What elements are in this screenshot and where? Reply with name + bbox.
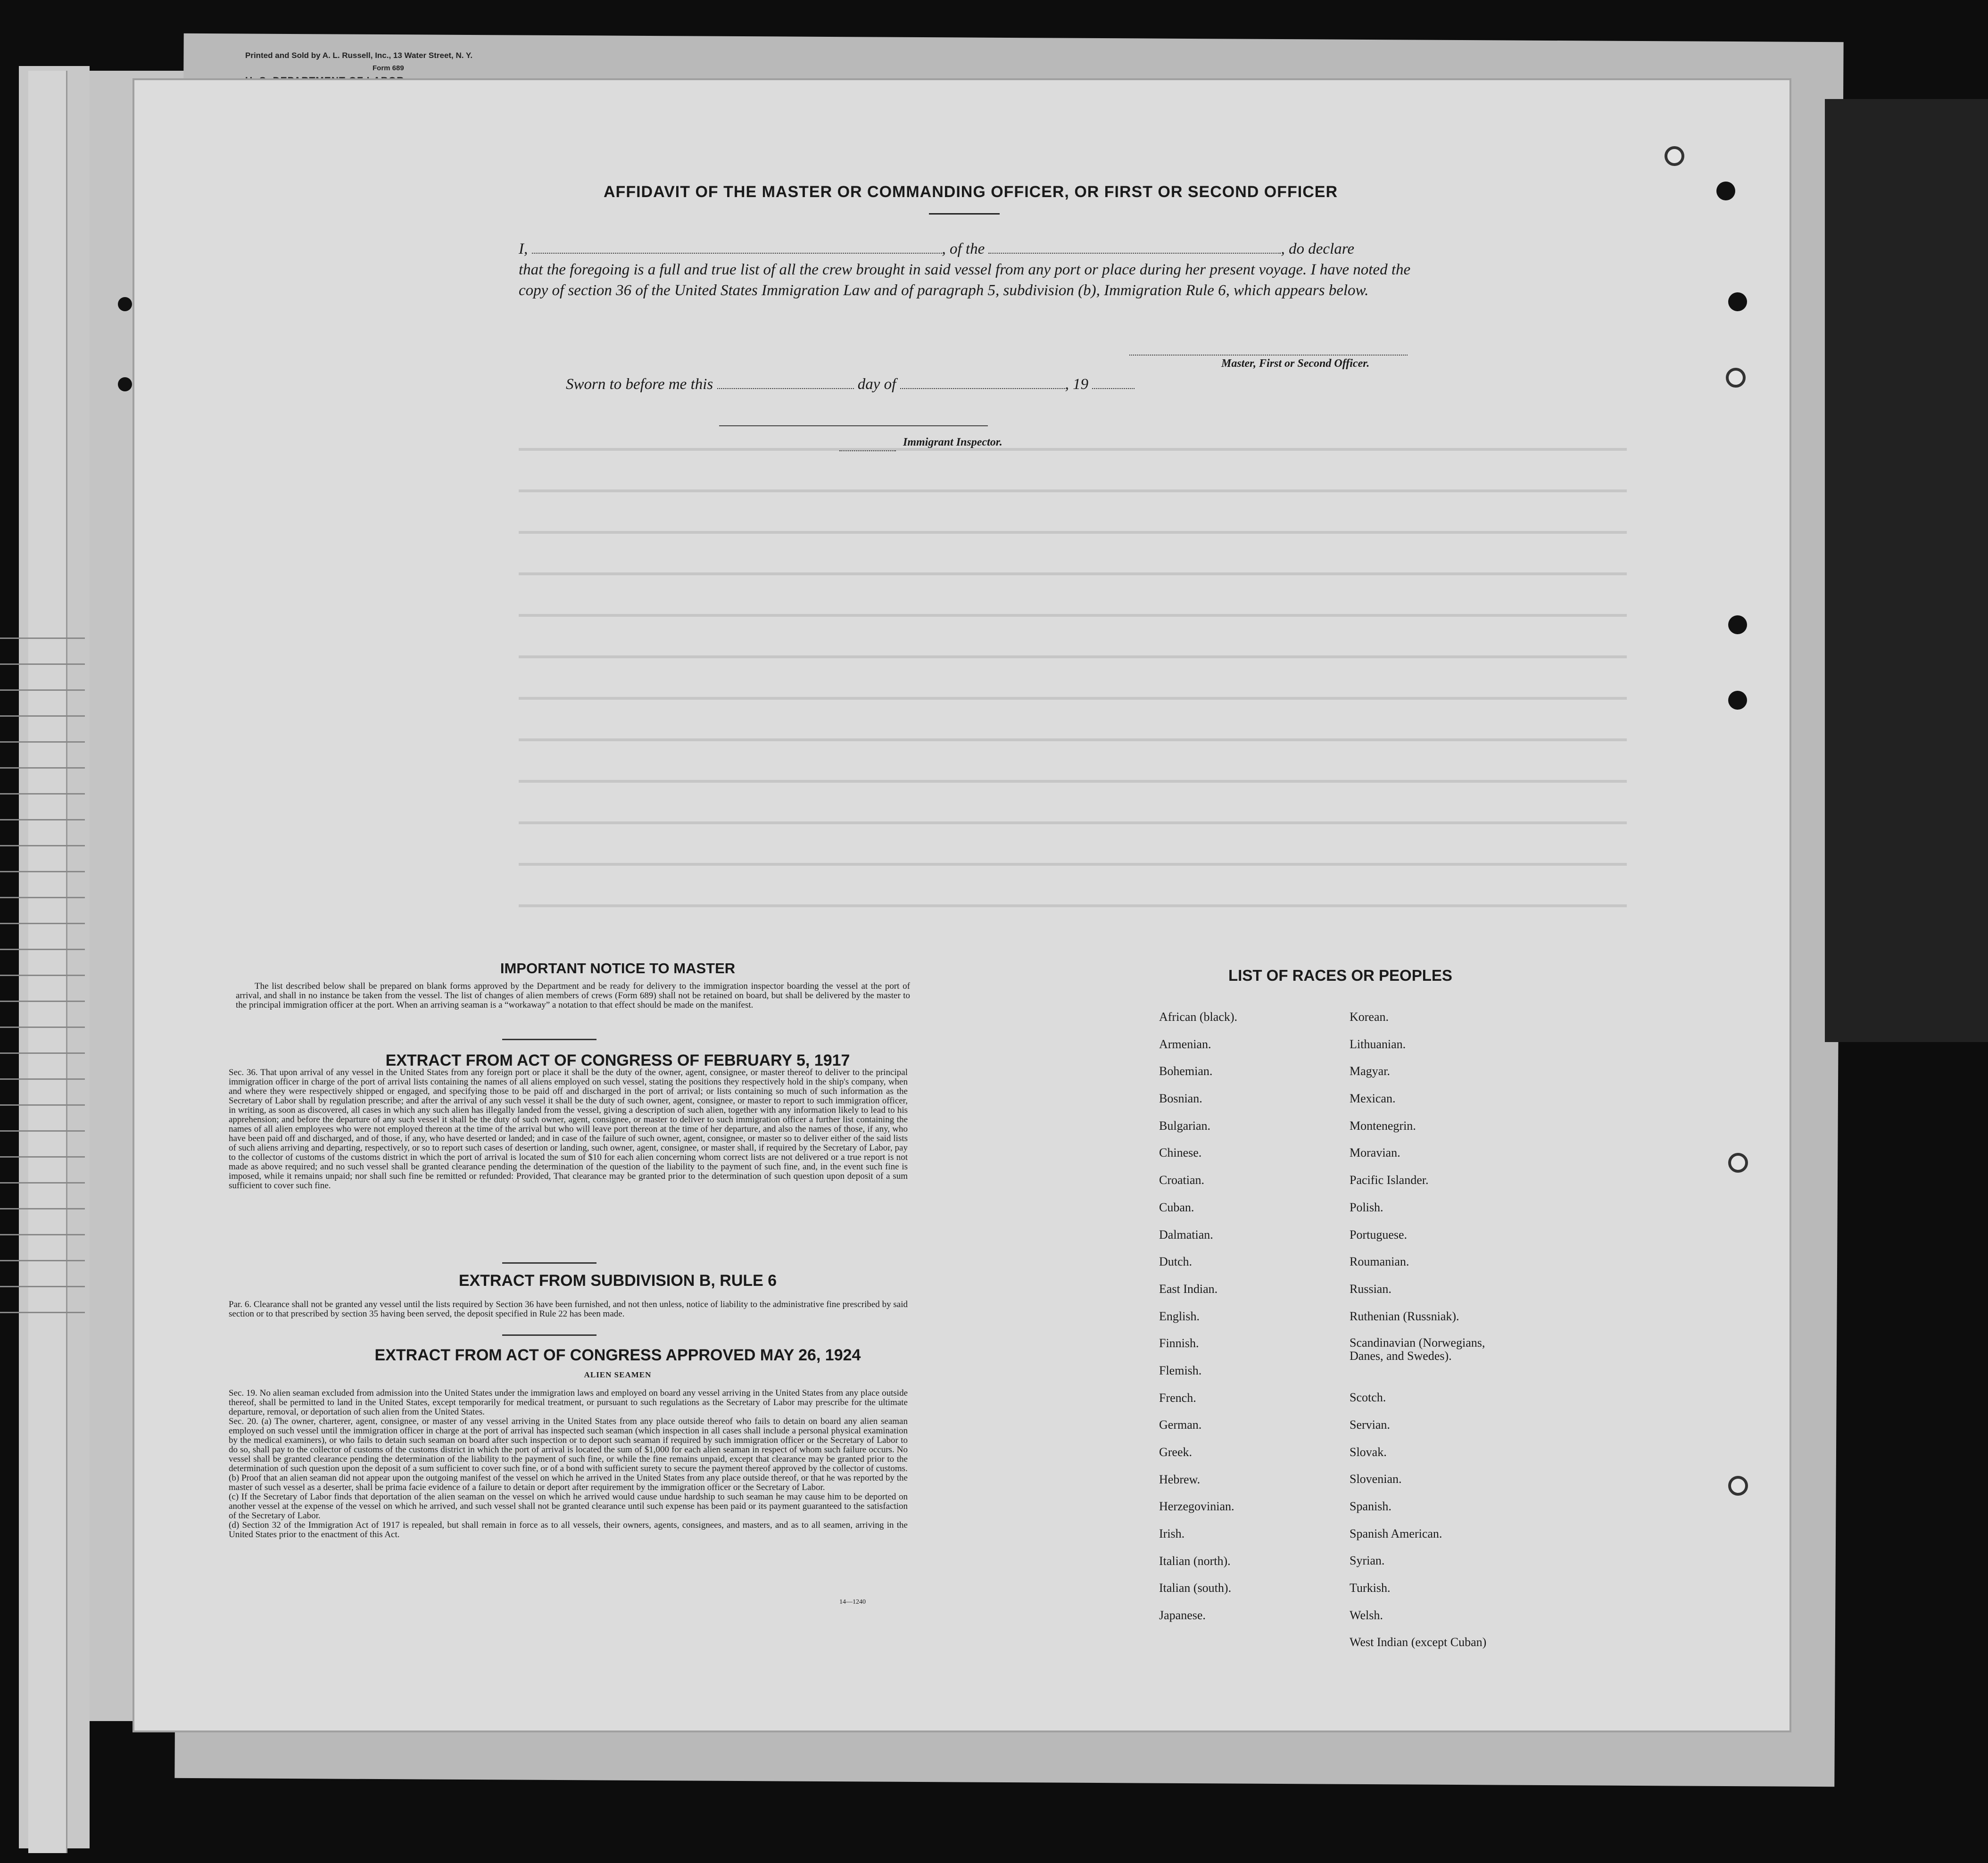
race-item: Bosnian. [1159,1092,1202,1106]
vessel-field[interactable] [988,240,1281,254]
extract-rule6-title: EXTRACT FROM SUBDIVISION B, RULE 6 [458,1272,777,1290]
race-item: Ruthenian (Russniak). [1350,1309,1459,1323]
race-item: Armenian. [1159,1037,1211,1051]
form-number: Form 689 [373,64,404,72]
inspector-label: Immigrant Inspector. [903,436,1002,448]
month-field[interactable] [900,375,1065,389]
race-item: Greek. [1159,1445,1193,1459]
divider [502,1262,596,1264]
extract-1917-text: Sec. 36. That upon arrival of any vessel in the United States from any foreign port or place it shall be the duty of the owner, agent, consignee, or master thereof to deliver to the principal immigration officer in charge of the port of arrival lists containing the names of all aliens employed on such vessel, stating the positions they respectively hold in the ship's company, when and where they were respectively shipped or engaged, and specifying those to be paid off and discharged in the port of arrival; or lists containing so much of such information as the Secretary of Labor shall by regulation prescribe; and after the arrival of any such vessel it shall be the duty of such owner, agent, consignee, or master to report to such immigration officer, in writing, as soon as discovered, all cases in which any such alien has illegally landed from the vessel, giving a description of such alien, together with any information likely to lead to his apprehension; and before the departure of any such vessel it shall be the duty of such owner, agent, consignee, or master to deliver to such immigration officer a further list containing the names of all alien employees who were not employed thereon at the time of the arrival but who will leave port thereon at the time of her departure, and also the names of those, if any, who have been paid off and discharged, and of those, if any, who have deserted or landed; and in case of the failure of such owner, agent, consignee, or master so to deliver either of the said lists of such aliens arriving and departing, respectively, or so to report such cases of desertion or landing, such owner, agent, consignee, or master shall, if required by the Secretary of Labor, pay to the collector of customs of the customs district in which the port of arrival is located the sum of $10 for each alien concerning whom correct lists are not delivered or a true report is not made as above required; and no such vessel shall be granted clearance pending the determination of the question of the liability to the payment of such fine, and, in the event such fine is imposed, while it remains unpaid; nor shall such fine be remitted or refunded: Provided, That clearance may be granted prior to the determination of such question upon deposit of a sum sufficient to cover such fine. [229,1068,908,1191]
race-item: Slovenian. [1350,1472,1402,1486]
race-item: East Indian. [1159,1282,1218,1296]
race-item: Scotch. [1350,1391,1386,1405]
race-item: Servian. [1350,1417,1390,1432]
punch-hole [118,297,132,311]
printer-line: Printed and Sold by A. L. Russell, Inc., 13 Water Street, N. Y. [245,51,473,60]
race-item: Croatian. [1159,1173,1205,1187]
race-item: Dalmatian. [1159,1227,1213,1242]
race-item: Russian. [1350,1282,1392,1296]
race-item: Hebrew. [1159,1472,1201,1486]
race-item: Welsh. [1350,1608,1383,1622]
punch-hole [1728,1153,1748,1173]
sworn-line [566,375,1135,393]
affidavit-statement: that the foregoing is a full and true list of all the crew brought in said vessel from any port or place during her present voyage. I have noted the copy of section 36 of the United States Immigration Law and of paragraph 5, subdivision (b), Immigration Rule 6, which appears below. [519,261,1411,299]
notice-text: The list described below shall be prepared on blank forms approved by the Department and be ready for delivery to the immigration inspector boarding the vessel at the port of arrival, and shall in no instance be taken from the vessel. The list of changes of alien members of crews (Form 689) shall not be retained on board, but shall be delivered by the master to the principal immigration officer at the port. When an arriving seaman is a “workaway” a notation to that effect should be made on the manifest. [236,981,910,1010]
race-item: Irish. [1159,1527,1185,1541]
race-item: Scandinavian (Norwegians, Danes, and Swedes). [1350,1336,1485,1363]
punch-hole [1728,615,1747,634]
signature-label: Master, First or Second Officer. [1221,357,1370,370]
race-item: Finnish. [1159,1336,1199,1350]
alien-seamen-subtitle: ALIEN SEAMEN [584,1370,652,1379]
races-column-1 [1159,1010,1237,1636]
year-prefix: , 19 [1065,376,1089,393]
race-item: Lithuanian. [1350,1037,1406,1051]
race-item: Montenegrin. [1350,1118,1416,1133]
race-item: Bohemian. [1159,1064,1213,1078]
punch-hole [1728,691,1747,710]
race-item: Italian (north). [1159,1554,1231,1568]
race-item: West Indian (except Cuban) [1350,1635,1487,1649]
races-column-2 [1350,1010,1519,1663]
inspector-signature-field[interactable] [719,425,988,426]
race-item: Magyar. [1350,1064,1390,1078]
punch-hole [1665,146,1684,166]
race-item: Italian (south). [1159,1581,1232,1595]
affidavit-i: I, [519,240,528,257]
day-field[interactable] [717,375,854,389]
race-item: Slovak. [1350,1445,1387,1459]
affidavit-declare: , do declare [1281,240,1354,257]
affidavit-of-the: , of the [942,240,985,257]
inspector-dots [839,450,896,451]
race-item: Turkish. [1350,1581,1391,1595]
extract-rule6-text: Par. 6. Clearance shall not be granted any vessel until the lists required by Section 36 have been furnished, and not then unless, notice of liability to the administrative fine prescribed by said section or to that prescribed by section 35 having been served, the deposit specified in Rule 22 has been made. [229,1300,908,1319]
punch-hole [1728,292,1747,311]
race-item: Spanish American. [1350,1526,1442,1540]
race-item: Herzegovinian. [1159,1499,1234,1514]
extract-1917-title: EXTRACT FROM ACT OF CONGRESS OF FEBRUARY 5, 1917 [385,1052,850,1069]
race-item: Polish. [1350,1200,1383,1214]
race-item: African (black). [1159,1010,1238,1024]
extract-1924-title: EXTRACT FROM ACT OF CONGRESS APPROVED MAY 26, 1924 [374,1346,861,1364]
sec-20b: (b) Proof that an alien seaman did not appear upon the outgoing manifest of the vessel on which he arrived in the United States from any place outside thereof, or that he was reported by the master of such vessel as a deserter, shall be prima facie evidence of a failure to detain or deport after requirement by the immigration officer or the Secretary of Labor. [229,1473,908,1492]
day-of-text: day of [857,376,896,393]
race-item: Roumanian. [1350,1255,1409,1269]
sec-20d: (d) Section 32 of the Immigration Act of 1917 is repealed, but shall remain in force as to all vessels, their owners, agents, consignees, and masters, and as to all seamen, arriving in the United States prior to the enactment of this Act. [229,1520,908,1540]
form-code: 14—1240 [839,1598,866,1606]
race-item: Korean. [1350,1010,1389,1024]
race-item: Pacific Islander. [1350,1173,1429,1187]
signature-field[interactable] [1129,355,1408,356]
right-shadow [1825,99,1988,1042]
extract-1924-text [229,1389,908,1540]
punch-hole [1728,1476,1748,1496]
race-item: Bulgarian. [1159,1118,1211,1133]
divider [502,1334,596,1336]
race-item: Mexican. [1350,1092,1396,1106]
race-item: Chinese. [1159,1146,1202,1160]
race-item: Dutch. [1159,1255,1193,1269]
sworn-text: Sworn to before me this [566,376,713,393]
punch-hole [1726,368,1746,388]
race-item: Flemish. [1159,1363,1202,1377]
race-item: Syrian. [1350,1554,1385,1568]
race-item: German. [1159,1418,1202,1432]
sec-20a: Sec. 20. (a) The owner, charterer, agent, consignee, or master of any vessel arriving in the United States from any place outside thereof who fails to detain on board any alien seaman employed on such vessel until the immigration officer in charge at the port of arrival has inspected such seaman (which inspection in all cases shall include a personal physical examination by the medical examiners), or who fails to detain such seaman on board after such inspection or to deport such seaman if required by such immigration officer or the Secretary of Labor to do so, shall pay to the collector of customs of the customs district in which the port of arrival is located the sum of $1,000 for each alien seaman in respect of whom such failure occurs. No vessel shall be granted clearance pending the determination of the liability to the payment of such fine, or while the fine remains unpaid, except that clearance may be granted prior to the determination of such question upon the deposit of a sum sufficient to cover such fine, or of a bond with sufficient surety to secure the payment thereof approved by the collector of customs. [229,1416,908,1474]
race-item: French. [1159,1391,1196,1405]
punch-hole [1716,182,1735,200]
race-item: Portuguese. [1350,1227,1408,1242]
affidavit-title: AFFIDAVIT OF THE MASTER OR COMMANDING OFFICER, OR FIRST OR SECOND OFFICER [604,183,1338,201]
notice-title: IMPORTANT NOTICE TO MASTER [500,960,736,977]
punch-hole [118,377,132,391]
divider [502,1039,596,1040]
bleed-through-manifest [519,420,1627,938]
affidavit-body [519,239,1431,301]
sec-20c: (c) If the Secretary of Labor finds that deportation of the alien seaman on the vessel on which he arrived would cause undue hardship to such seaman he may cause him to be deported on another vessel at the expense of the vessel on which he arrived, and such vessel shall not be granted clearance until such expense has been paid or its payment guaranteed to the satisfaction of the Secretary of Labor. [229,1492,908,1521]
name-field[interactable] [532,240,942,254]
title-rule [929,213,1000,215]
race-item: Cuban. [1159,1200,1194,1214]
race-item: Moravian. [1350,1146,1400,1160]
race-item: Japanese. [1159,1608,1206,1623]
sec-19: Sec. 19. No alien seaman excluded from admission into the United States under the immigration laws and employed on board any vessel arriving in the United States from any place outside thereof, shall be permitted to land in the United States, except temporarily for medical treatment, or pursuant to such regulations as the Secretary of Labor may prescribe for the ultimate departure, removal, or deportation of such alien from the United States. [229,1388,908,1417]
race-item: English. [1159,1309,1200,1323]
ledger-lines [0,613,85,1320]
races-title: LIST OF RACES OR PEOPLES [1228,967,1452,984]
year-field[interactable] [1092,375,1135,389]
race-item: Spanish. [1350,1499,1392,1513]
